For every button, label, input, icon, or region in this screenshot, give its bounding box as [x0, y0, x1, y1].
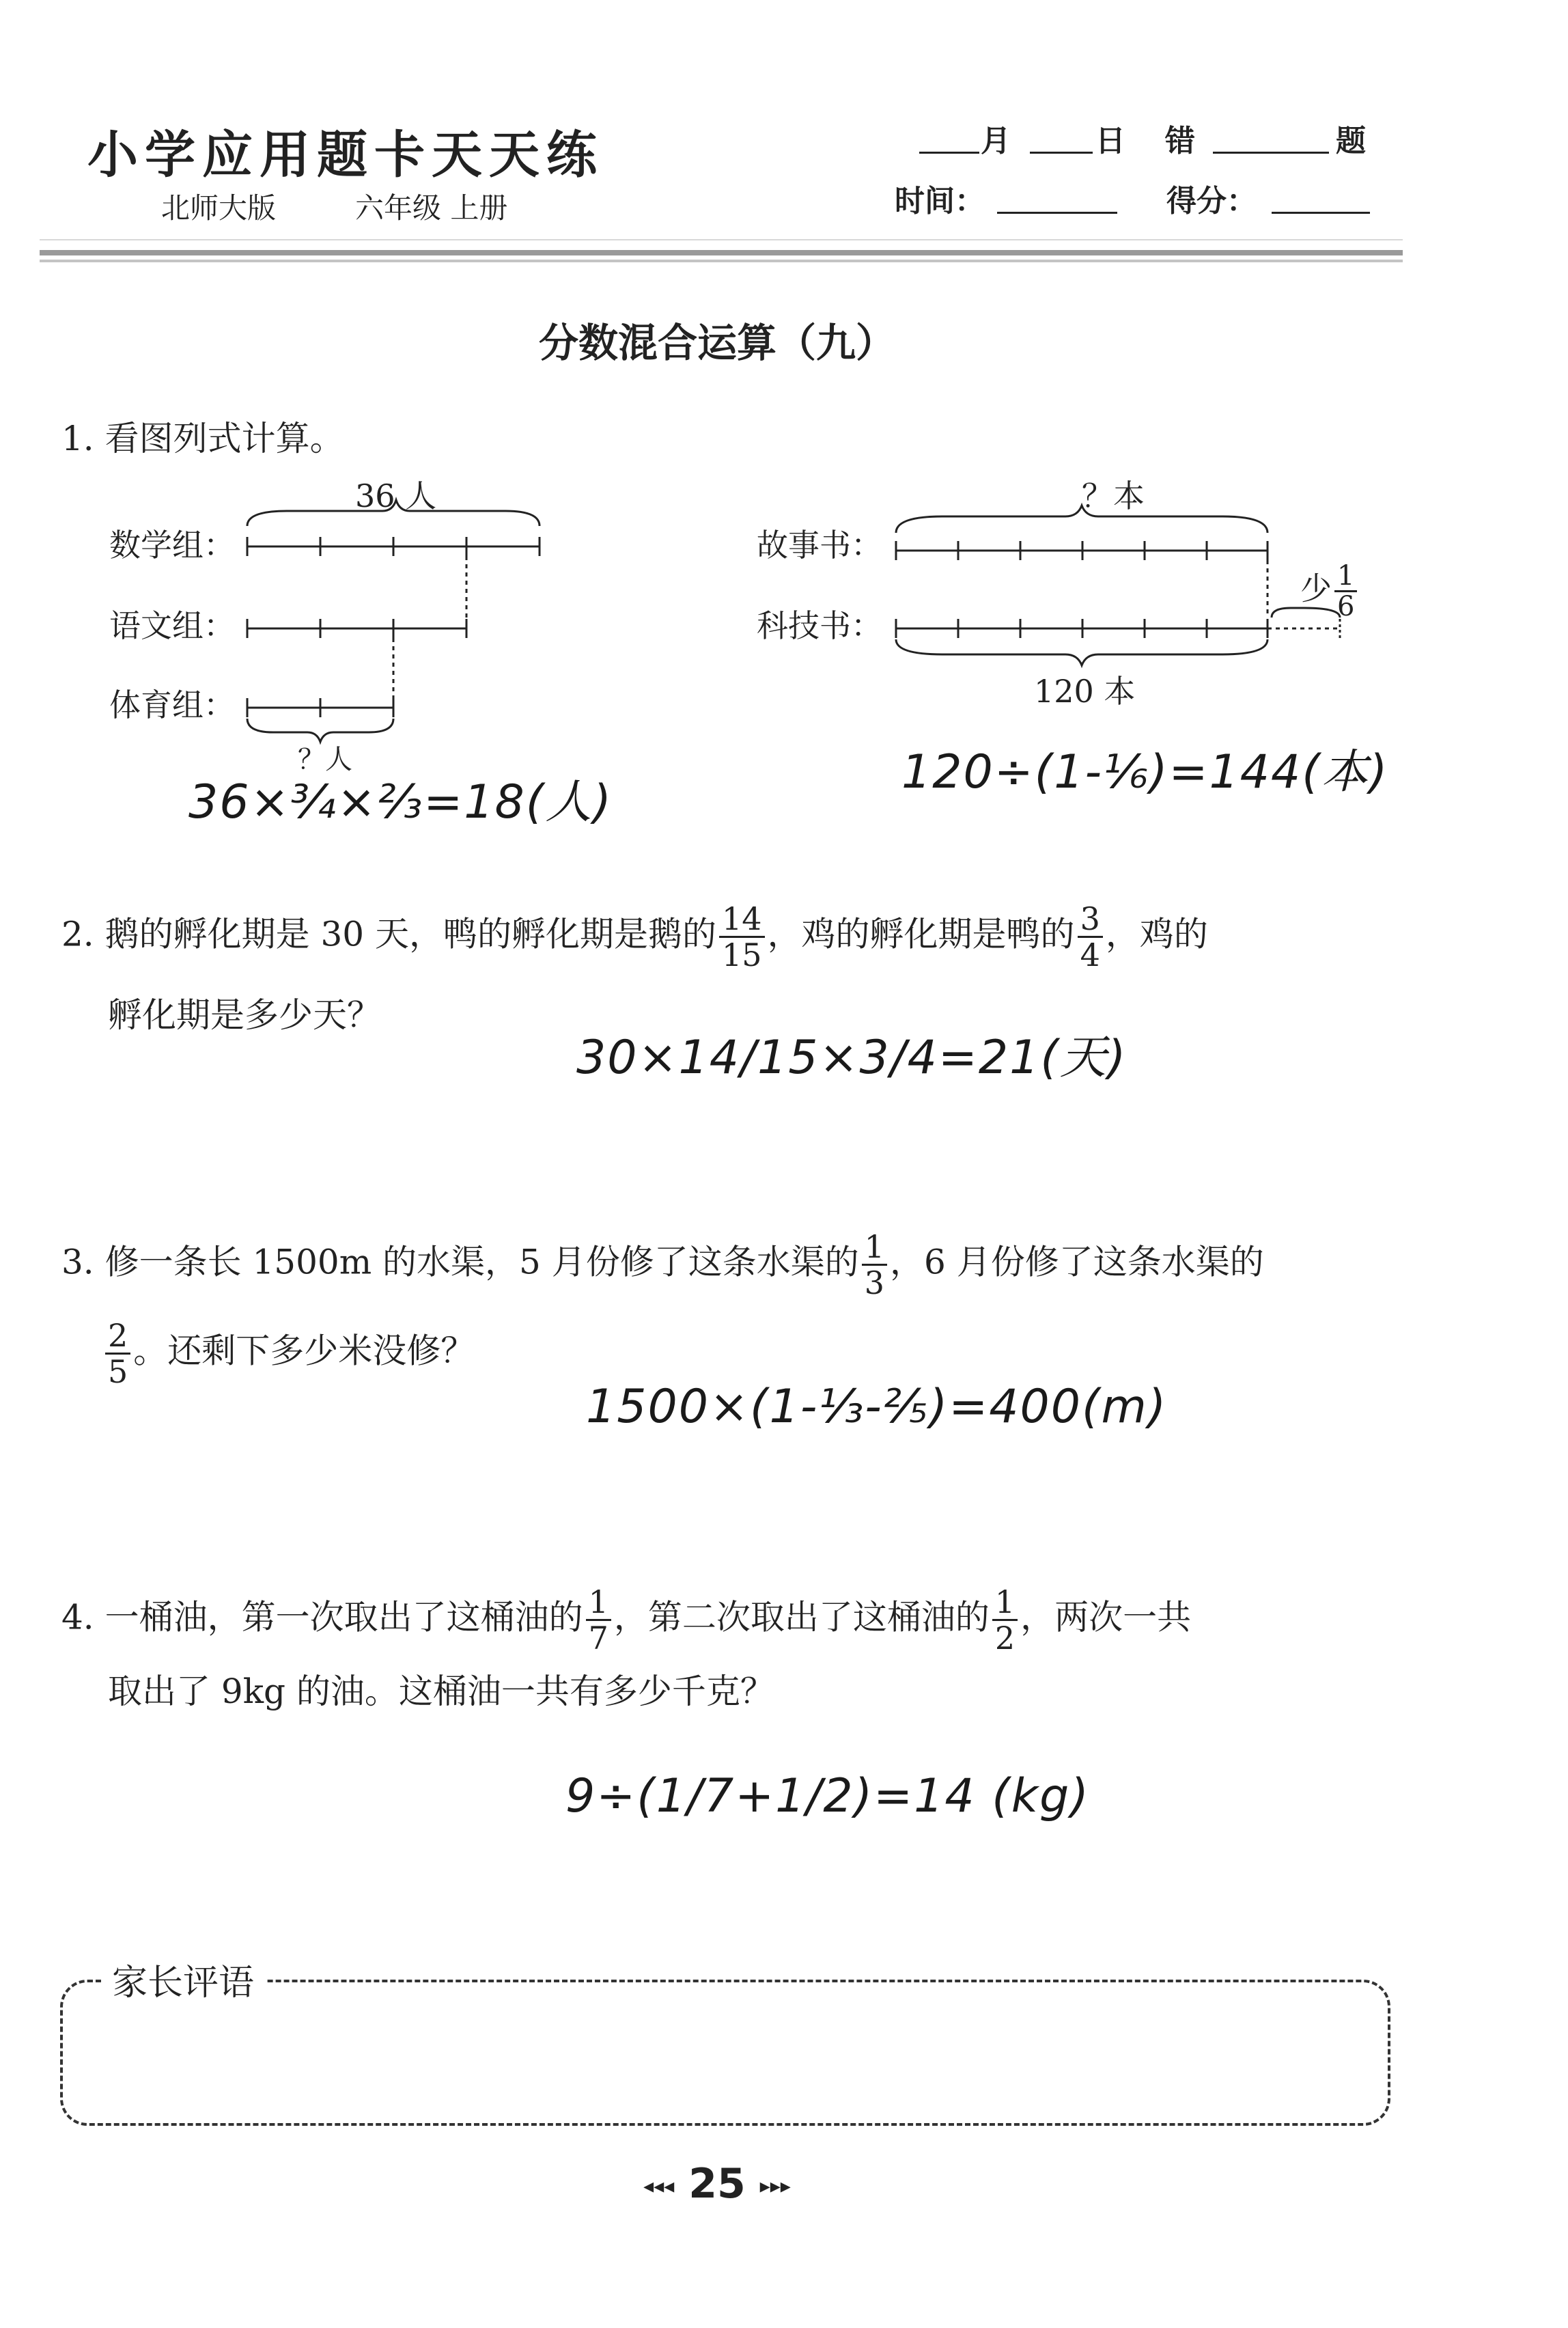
page-number: 25 — [688, 2160, 746, 2208]
tech-book-brace — [896, 639, 1268, 665]
question-unit-label: 题 — [1336, 124, 1366, 158]
q4-text-line1: 4. 一桶油，第一次取出了这桶油的 $\frac{1}{7}$ ，第二次取出了这桶油的 $\frac{1}{2}$ ，两次一共 — [61, 1583, 1192, 1657]
q1-less-label — [1300, 562, 1360, 621]
day-label: 日 — [1095, 124, 1125, 158]
q4-text-line2: 取出了 9kg 的油。这桶油一共有多少千克？ — [108, 1672, 774, 1711]
q2-text-line2: 孵化期是多少天？ — [108, 995, 381, 1035]
q3-fraction-1: $\frac{1}{3}$ — [862, 1230, 887, 1300]
grade-label: 六年级 上册 — [355, 191, 508, 225]
page-number-footer — [0, 2160, 1434, 2208]
q2-fraction-2: $\frac{3}{4}$ — [1078, 902, 1103, 972]
q3-fraction-2: $\frac{2}{5}$ — [105, 1318, 130, 1389]
q1-left-total-label: 36 人 — [355, 477, 437, 514]
q1-right-unknown-label: ？本 — [1082, 477, 1145, 514]
q1-row-math-label: 数学组： — [109, 527, 235, 564]
score-label: 得分： — [1166, 184, 1257, 219]
q1-less-fraction: $\frac{1}{6}$ — [1334, 562, 1357, 621]
q1-left-answer: 36×¾×⅔=18(人) — [188, 775, 613, 829]
q1-right-answer: 120÷(1-⅙)=144(本) — [901, 745, 1389, 799]
q3-answer: 1500×(1-⅓-⅖)=400(m) — [586, 1380, 1168, 1434]
q1-row-story-label: 故事书： — [757, 527, 882, 564]
wrong-label: 错 — [1165, 124, 1195, 158]
q1-prompt: 1. 看图列式计算。 — [61, 419, 344, 458]
q1-tech-total-label: 120 本 — [1034, 673, 1136, 710]
q2-answer: 30×14/15×3/4=21(天) — [576, 1031, 1128, 1085]
page-arrows-right-icon: ▸▸▸ — [759, 2174, 791, 2198]
month-label: 月 — [981, 124, 1011, 158]
parent-comment-label: 家长评语 — [101, 1954, 265, 2005]
q2-fraction-1: $\frac{14}{15}$ — [719, 902, 765, 972]
q1-row-tech-label: 科技书： — [757, 607, 882, 644]
q1-row-chinese-label: 语文组： — [109, 607, 235, 644]
book-title: 小学应用题卡天天练 — [87, 126, 604, 184]
q3-text-line2: $\frac{2}{5}$ 。还剩下多少米没修？ — [102, 1318, 475, 1389]
time-label: 时间： — [895, 184, 985, 219]
page-arrows-left-icon: ◂◂◂ — [643, 2174, 675, 2198]
q1-row-pe-label: 体育组： — [109, 687, 235, 723]
q4-fraction-1: $\frac{1}{7}$ — [586, 1585, 611, 1655]
q4-answer: 9÷(1/7+1/2)=14 (kg) — [565, 1769, 1090, 1823]
q1-left-unknown-label: ？人 — [298, 744, 352, 775]
q2-text-line1: 2. 鹅的孵化期是 30 天，鸭的孵化期是鹅的 $\frac{14}{15}$ ，鸡的孵化期是鸭的 $\frac{3}{4}$ ，鸡的 — [61, 900, 1208, 973]
q1-less-word: 少 — [1300, 570, 1332, 607]
q4-fraction-2: $\frac{1}{2}$ — [992, 1585, 1018, 1655]
lesson-title: 分数混合运算（九） — [538, 320, 895, 366]
edition-label: 北师大版 — [161, 191, 277, 225]
q3-text-line1: 3. 修一条长 1500m 的水渠，5 月份修了这条水渠的 $\frac{1}{3}$ ，6 月份修了这条水渠的 — [61, 1228, 1264, 1301]
